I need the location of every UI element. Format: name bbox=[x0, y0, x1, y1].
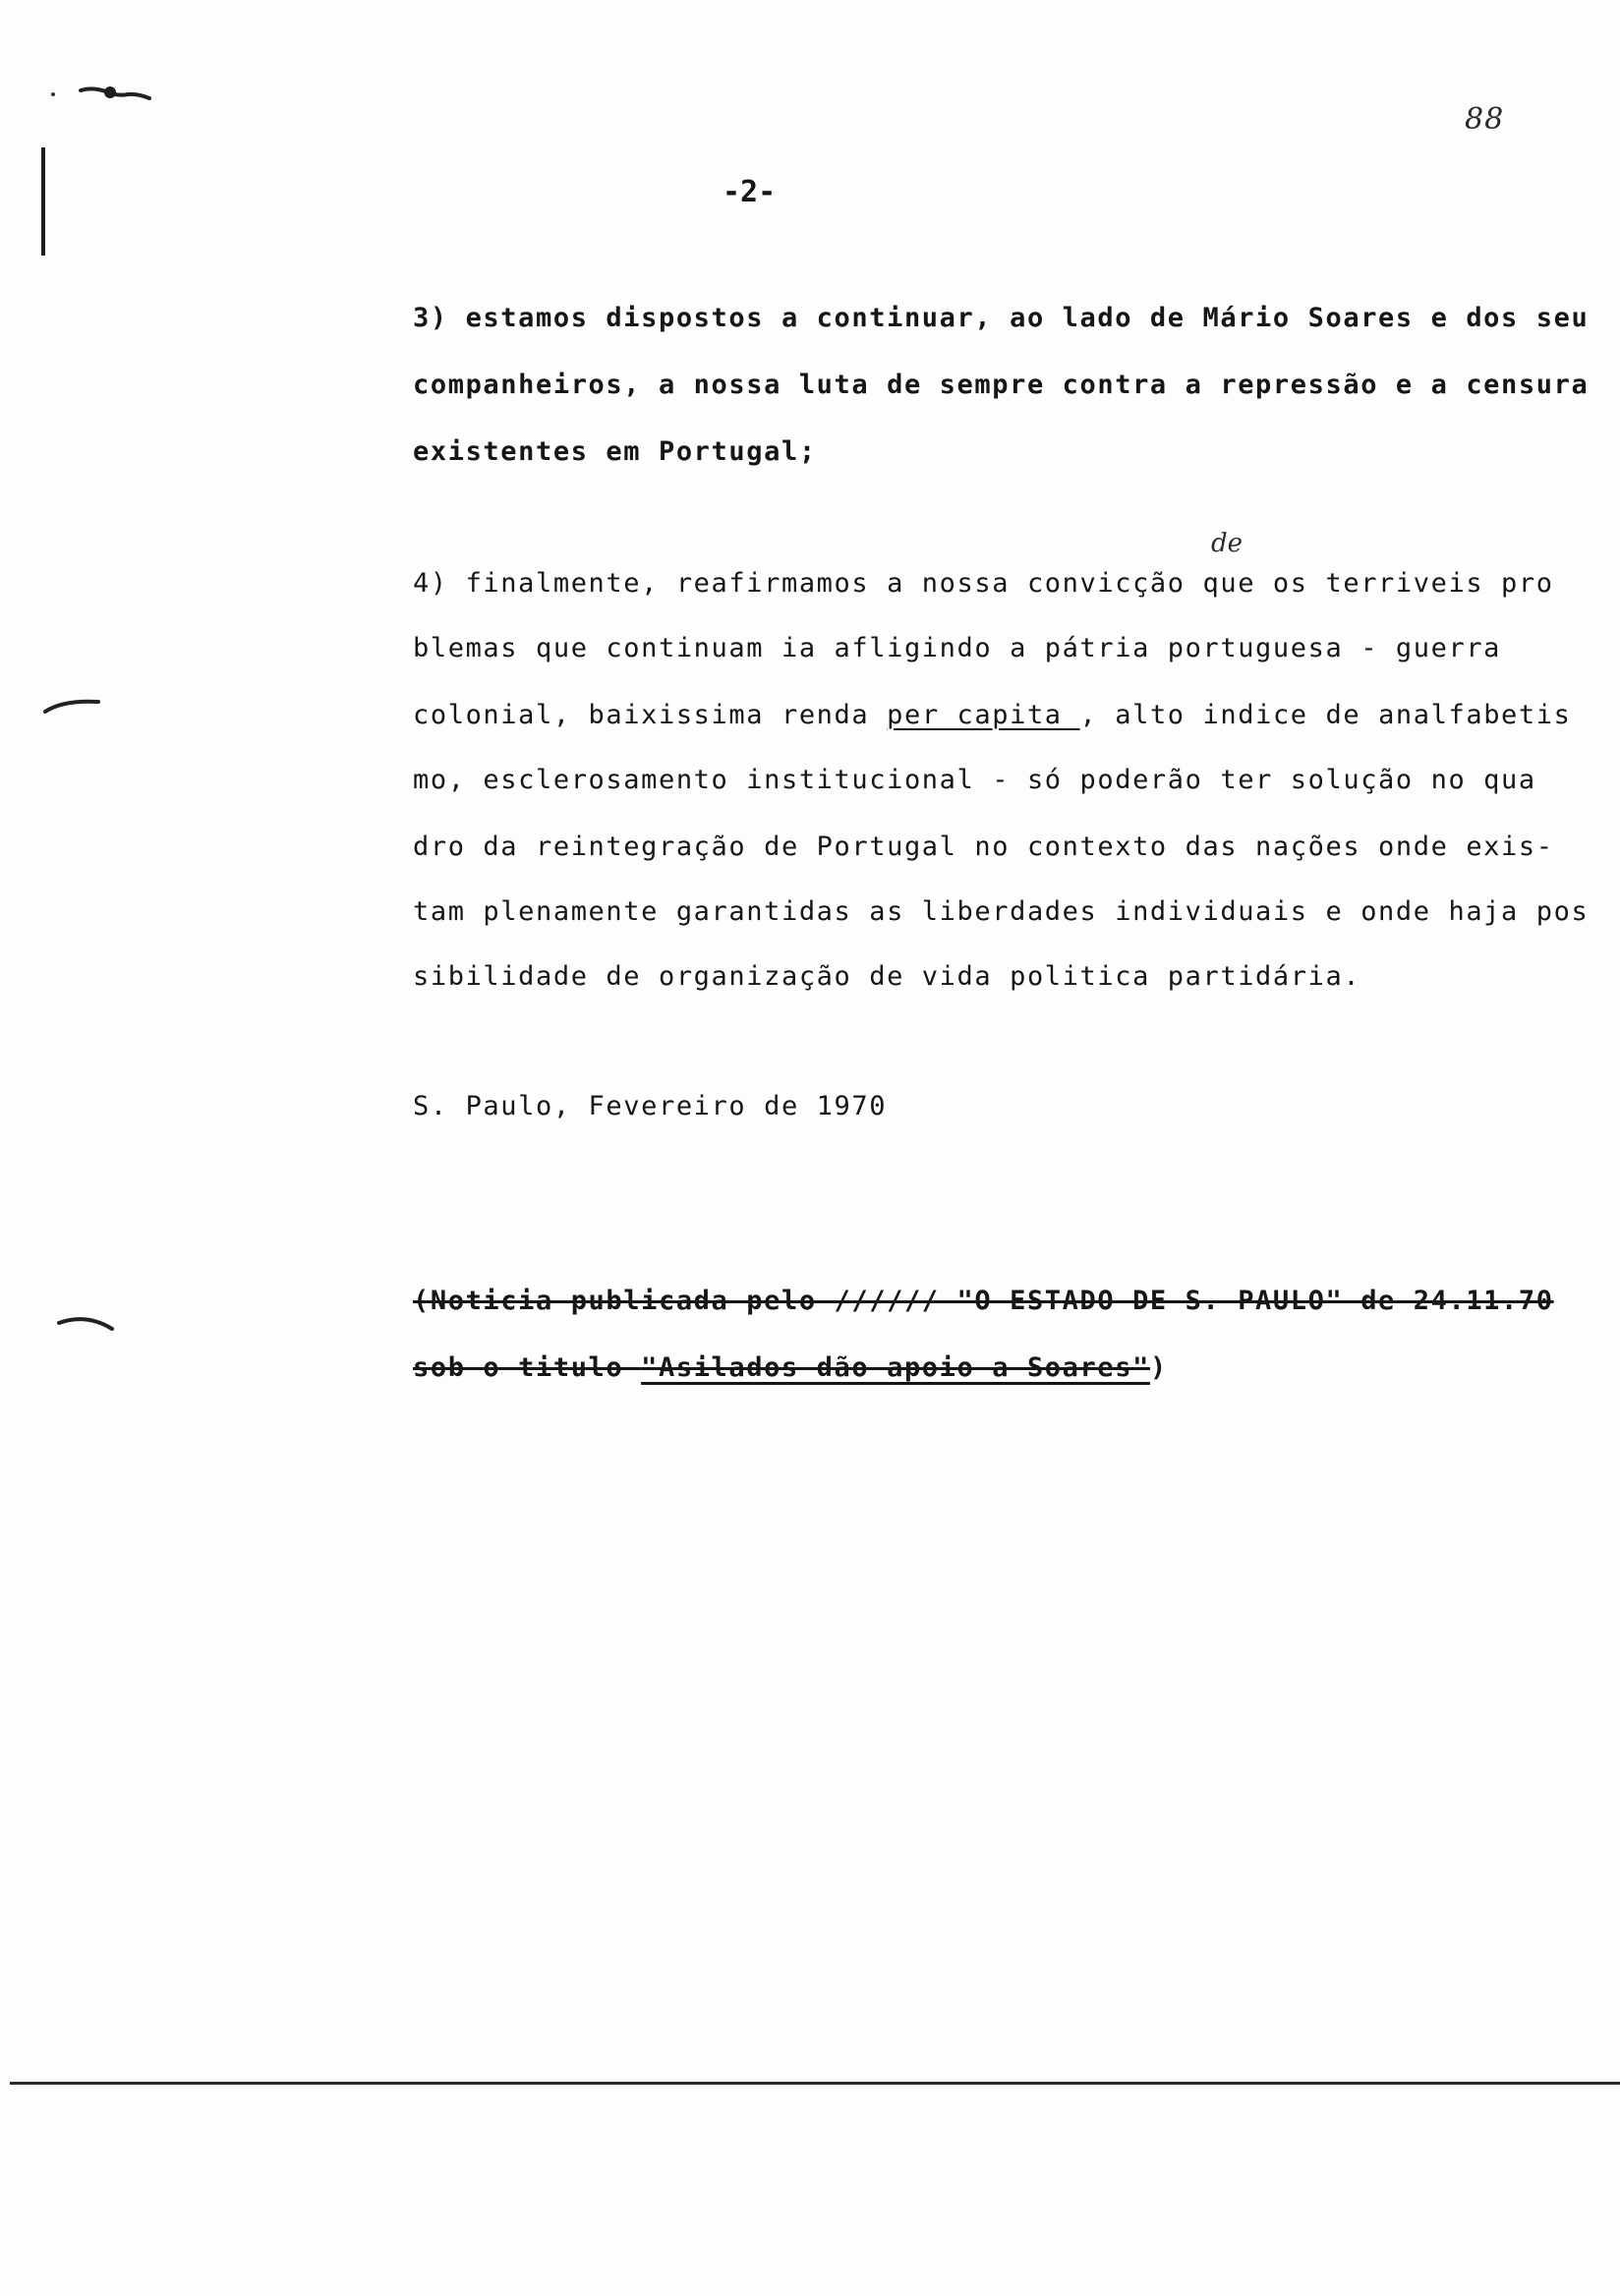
struck-note-headline: "Asilados dão apoio a Soares" bbox=[641, 1352, 1150, 1383]
handwritten-folio-number: 88 bbox=[1465, 102, 1505, 137]
bottom-rule bbox=[10, 2082, 1620, 2085]
line-3-text-before: colonial, baixissima renda bbox=[413, 700, 888, 730]
struck-note-closing-paren: ) bbox=[1149, 1352, 1168, 1383]
paragraph-4-line-4: mo, esclerosamento institucional - só poderão ter solução no qua bbox=[413, 765, 1536, 795]
per-capita-underlined: per capita bbox=[887, 700, 1080, 730]
left-margin-dash-lower bbox=[57, 1309, 116, 1339]
left-margin-dash-upper bbox=[43, 688, 102, 718]
struck-note-line-2 bbox=[413, 1352, 1168, 1384]
paragraph-4-line-1: 4) finalmente, reafirmamos a nossa convicção que os terriveis pro bbox=[413, 568, 1554, 599]
paragraph-3-line-3: existentes em Portugal; bbox=[413, 436, 817, 467]
place-and-date: S. Paulo, Fevereiro de 1970 bbox=[413, 1091, 888, 1121]
paragraph-3-line-2: companheiros, a nossa luta de sempre contra a repressão e a censura bbox=[413, 370, 1590, 400]
page-number: -2- bbox=[723, 175, 777, 209]
paragraph-4-line-6: tam plenamente garantidas as liberdades individuais e onde haja pos bbox=[413, 896, 1590, 927]
struck-note-prefix: sob o titulo bbox=[413, 1352, 642, 1383]
struck-note-line-1: (Noticia publicada pelo ////// "O ESTADO DE S. PAULO" de 24.11.70 bbox=[413, 1286, 1554, 1316]
paragraph-4-line-2: blemas que continuam ia afligindo a pátria portuguesa - guerra bbox=[413, 633, 1502, 663]
paragraph-4-line-5: dro da reintegração de Portugal no contexto das nações onde exis- bbox=[413, 832, 1554, 862]
line-3-text-after: , alto indice de analfabetis bbox=[1079, 700, 1572, 730]
paragraph-4-line-3 bbox=[413, 700, 1571, 731]
handwritten-insertion: de bbox=[1211, 529, 1244, 558]
top-left-punch-marks bbox=[39, 77, 167, 106]
left-margin-bar bbox=[33, 147, 53, 265]
paragraph-4-line-7: sibilidade de organização de vida politica partidária. bbox=[413, 961, 1361, 992]
paragraph-3-line-1: 3) estamos dispostos a continuar, ao lado de Mário Soares e dos seu bbox=[413, 303, 1590, 333]
